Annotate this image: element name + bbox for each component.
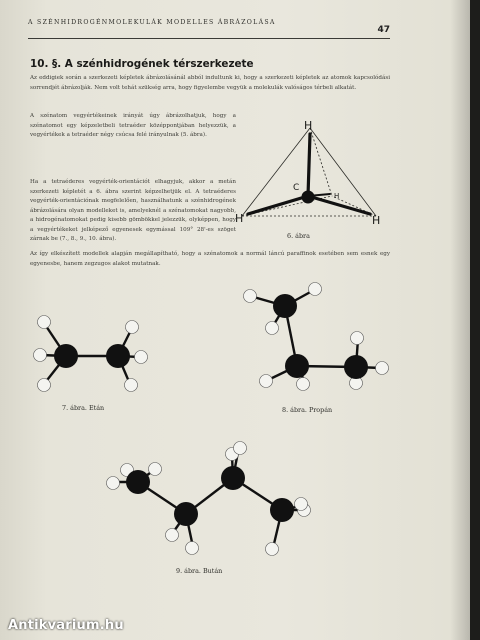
carbon-atom [126, 470, 150, 494]
hydrogen-atom [295, 498, 308, 511]
paragraph-intro: Az eddigiek során a szerkezeti képletek ábrázolásánál abból indultunk ki, hogy a szerkezeti képletek az atomok kapcsolódási sorrendjét ábrázolják. Nem volt tehát szükség arra, hogy figyelembe vegyük a molekulák valóságos térbeli alkatát. [30, 75, 390, 91]
hydrogen-atom [234, 442, 247, 455]
paragraph-conclusion: Az így elkészített modellek alapján megállapítható, hogy a szénatomok a normál láncú paraffinok esetében sem esnek egy egyenesbe, hanem zegzugos alakot mutatnak. [30, 251, 390, 267]
page-number: 47 [377, 25, 390, 35]
figure-8-caption: 8. ábra. Propán [282, 406, 333, 414]
figure-7-caption: 7. ábra. Etán [62, 404, 105, 412]
atom-label-h-back: H [334, 192, 340, 200]
paragraph-tetrahedron: A szénatom vegyértékeinek irányát úgy ábrázolhatjuk, hogy a szénatomot egy képzeletbeli tetraéder középpontjában helyezzük, a vegyértékek a tetraéder négy csúcsa felé irányulnak (5. ábra). [30, 113, 236, 138]
hydrogen-atom [107, 477, 120, 490]
figure-6-caption: 6. ábra [287, 232, 310, 240]
running-header-title: A SZÉNHIDROGÉNMOLEKULÁK MODELLES ÁBRÁZOLÁSA [28, 19, 276, 26]
atom-label-c: C [293, 183, 300, 193]
hydrogen-atom [266, 543, 279, 556]
watermark: Antikvarium.hu [8, 618, 124, 633]
carbon-atom [221, 466, 245, 490]
hydrogen-atom [149, 463, 162, 476]
figure-9-caption: 9. ábra. Bután [176, 567, 223, 575]
paragraph-models: Ha a tetraéderes vegyérték-orientációt elhagyjuk, akkor a metán szerkezeti képletét a 6. ábra szerint képzelhetjük el. A tetraéderes vegyérték-orientációnak megfelelően, használhatunk a szénhidrogének ábrázolására olyan modelleket is, amelyeknél a szénatomokat nagyobb, a hidrogénatomokat pedig kisebb gömbökkel jelezzük, olyképpen, hogy a vegyértékeket jelképező egyenesek egymással 109° 28'-es szöget zárnak be (7., 8., 9., 10. ábra). [30, 179, 236, 242]
atom-label-h-left: H [235, 212, 244, 225]
section-title: 10. §. A szénhidrogének térszerkezete [30, 58, 254, 70]
atom-label-h-top: H [304, 119, 313, 132]
carbon-atom [174, 502, 198, 526]
carbon-atom [270, 498, 294, 522]
hydrogen-atom [166, 529, 179, 542]
atom-label-h-right: H [372, 214, 381, 227]
hydrogen-atom [186, 542, 199, 555]
